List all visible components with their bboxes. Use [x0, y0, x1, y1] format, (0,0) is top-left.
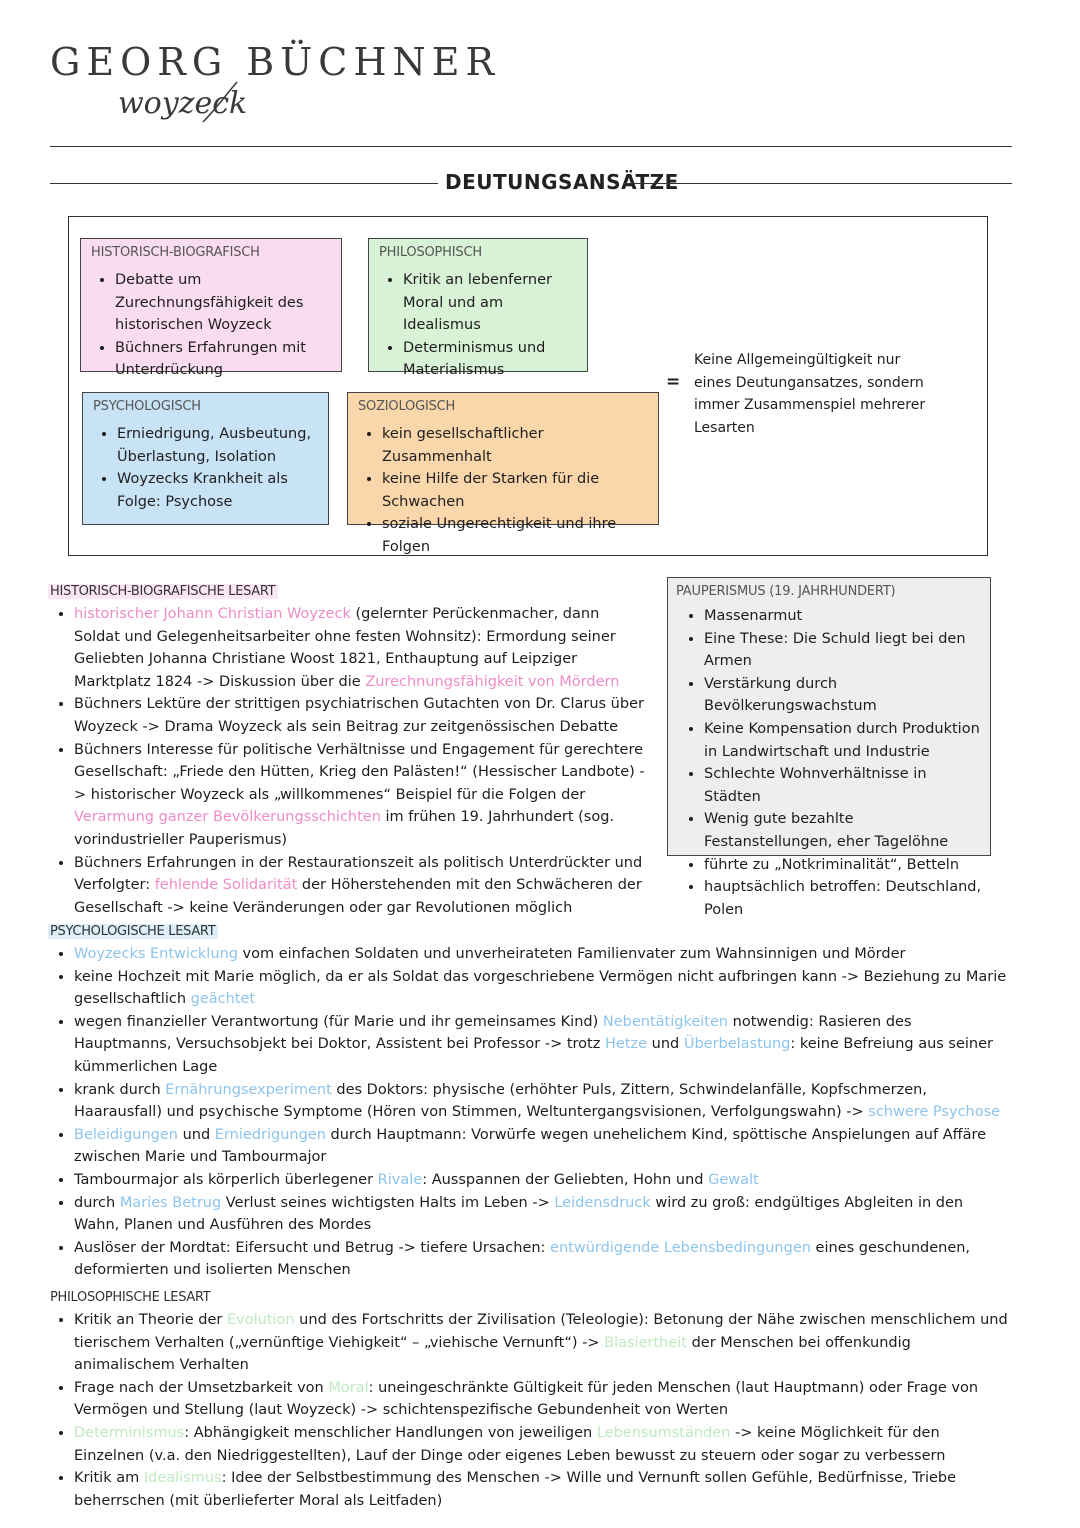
- highlight: Nebentätigkeiten: [602, 1013, 729, 1030]
- text: Kritik an Theorie der: [74, 1312, 227, 1328]
- text: wird zu groß: endgültiges Abgleiten in den Wahn, Planen und Ausführen des Mordes: [74, 1194, 964, 1234]
- box-label: PAUPERISMUS (19. JAHRHUNDERT): [676, 584, 896, 599]
- highlight: Moral: [328, 1379, 369, 1396]
- list-item: • Woyzecks Krankheit als Folge: Psychose: [117, 468, 320, 513]
- section-historisch: [48, 580, 648, 919]
- text: : Ausspannen der Geliebten, Hohn und: [422, 1171, 709, 1188]
- highlight: Maries Betrug: [119, 1194, 222, 1211]
- list-item: [74, 1377, 1010, 1422]
- list-item: [74, 739, 648, 852]
- list-item: [74, 1169, 1010, 1192]
- text: Büchners Interesse für politische Verhältnisse und Engagement für gerechtere Gesellschaft: „Friede den Hütten, Krieg den Palästen!“ (Hessischer Landbote) -> historischer Woyzeck als „willkommenes“ Beispiel für die Folgen der: [74, 741, 645, 803]
- heading-line-right: [624, 183, 1012, 184]
- list-item: • Eine These: Die Schuld liegt bei den Armen: [704, 628, 982, 673]
- text: der Menschen bei offenkundig animalischem Verhalten: [74, 1334, 911, 1374]
- highlight: historischer Johann Christian Woyzeck: [74, 606, 351, 622]
- highlight: schwere Psychose: [868, 1104, 1001, 1121]
- highlight: Verarmung ganzer Bevölkerungsschichten: [74, 809, 381, 826]
- text: vom einfachen Soldaten und unverheirateten Familienvater zum Wahnsinnigen und Mörder: [237, 946, 906, 962]
- list-item: • Debatte um Zurechnungsfähigkeit des historischen Woyzeck: [115, 269, 333, 337]
- highlight: Ernährungsexperiment: [165, 1081, 332, 1098]
- list-item: [74, 603, 648, 693]
- list-item: [74, 1192, 1010, 1237]
- text: des Doktors: physische (erhöhter Puls, Zittern, Schwindelanfälle, Kopfschmerzen, Haarausfall) und psychische Symptome (Hören von Stimmen, Weltuntergangsvisionen, Verfolgungswahn) ->: [74, 1081, 927, 1121]
- highlight: fehlende Solidarität: [154, 877, 298, 894]
- equals-sign: =: [666, 372, 681, 392]
- list-item: • hauptsächlich betroffen: Deutschland, Polen: [704, 876, 982, 921]
- list-item: [74, 1422, 1010, 1467]
- highlight: Rivale: [377, 1171, 423, 1188]
- list-item: • soziale Ungerechtigkeit und ihre Folgen: [382, 513, 650, 558]
- list-item: • Wenig gute bezahlte Festanstellungen, eher Tagelöhne: [704, 808, 982, 853]
- list-item: [74, 1237, 1010, 1282]
- box-philosophisch: [368, 238, 588, 378]
- highlight: Woyzecks Entwicklung: [74, 946, 238, 962]
- text: im frühen 19. Jahrhundert (sog. vorindustrieller Pauperismus): [74, 809, 615, 848]
- section-philosophisch: [48, 1286, 1010, 1512]
- section-label: PSYCHOLOGISCHE LESART: [48, 924, 218, 939]
- list-item: [74, 943, 1010, 966]
- list-item: [74, 1467, 1010, 1512]
- highlight: Evolution: [226, 1312, 295, 1328]
- list-item: • Schlechte Wohnverhältnisse in Städten: [704, 763, 982, 808]
- text: notwendig: Rasieren des Hauptmanns, Versuchsobjekt bei Doktor, Assistent bei Professor -> trotz: [74, 1013, 912, 1053]
- highlight: Blasiertheit: [604, 1334, 687, 1351]
- list-item: • Erniedrigung, Ausbeutung, Überlastung, Isolation: [117, 423, 320, 468]
- text: durch: [74, 1194, 120, 1211]
- text: Verlust seines wichtigsten Halts im Leben ->: [221, 1194, 555, 1211]
- box-pauperismus: [667, 577, 991, 918]
- list-item: • kein gesellschaftlicher Zusammenhalt: [382, 423, 650, 468]
- box-label: PHILOSOPHISCH: [379, 245, 482, 260]
- text: der Höherstehenden mit den Schwächeren der Gesellschaft -> keine Veränderungen oder gar Revolutionen möglich: [74, 877, 642, 916]
- list-item: • Verstärkung durch Bevölkerungswachstum: [704, 673, 982, 718]
- list-item: [74, 1124, 1010, 1169]
- highlight: Determinismus: [74, 1424, 185, 1441]
- page-title: GEORG BÜCHNER: [50, 40, 501, 84]
- text: (gelernter Perückenmacher, dann Soldat und Gelegenheitsarbeiter ohne festen Wohnsitz): Ermordung seiner Geliebten Johanna Christiane Woost 1821, Enthauptung auf Leipziger Marktplatz 1824 -> Diskussion über die: [74, 606, 616, 690]
- text: durch Hauptmann: Vorwürfe wegen unehelichem Kind, spöttische Anspielungen auf Affäre zwischen Marie und Tambourmajor: [74, 1126, 987, 1166]
- section-label: PHILOSOPHISCHE LESART: [50, 1290, 211, 1305]
- list-item: • Massenarmut: [704, 605, 982, 628]
- list-item: • Kritik an lebenferner Moral und am Idealismus: [403, 269, 579, 337]
- highlight: entwürdigende Lebensbedingungen: [550, 1239, 811, 1256]
- list-item: • Büchners Erfahrungen mit Unterdrückung: [115, 337, 333, 382]
- box-label: HISTORISCH-BIOGRAFISCH: [91, 245, 260, 260]
- highlight: geächtet: [190, 991, 256, 1008]
- highlight: Idealismus: [143, 1470, 222, 1487]
- header-divider: [50, 146, 1012, 147]
- summary-note: Keine Allgemeingültigkeit nur eines Deutungansatzes, sondern immer Zusammenspiel mehrerer Lesarten: [694, 352, 926, 436]
- text: Kritik am: [74, 1470, 144, 1487]
- text: und: [177, 1126, 215, 1143]
- section-heading: DEUTUNGSANSÄTZE: [445, 170, 679, 194]
- highlight: Erniedrigungen: [214, 1126, 326, 1143]
- list-item: • keine Hilfe der Starken für die Schwachen: [382, 468, 650, 513]
- box-psychologisch: [82, 392, 329, 525]
- highlight: Zurechnungsfähigkeit von Mördern: [365, 673, 620, 690]
- list-item: [74, 1309, 1010, 1377]
- highlight: Beleidigungen: [74, 1126, 178, 1143]
- list-item: [74, 1011, 1010, 1079]
- list-item: • Keine Kompensation durch Produktion in Landwirtschaft und Industrie: [704, 718, 982, 763]
- box-label: PSYCHOLOGISCH: [93, 399, 201, 414]
- list-item: • führte zu „Notkriminalität“, Betteln: [704, 854, 982, 877]
- text: : Idee der Selbstbestimmung des Menschen -> Wille und Vernunft sollen Gefühle, Bedürfnisse, Triebe beherrschen (mit überlieferter Moral als Leitfaden): [74, 1470, 957, 1509]
- text: und: [647, 1036, 684, 1053]
- deutungsansaetze-heading: [50, 170, 1012, 200]
- box-label: SOZIOLOGISCH: [358, 399, 456, 414]
- highlight: Gewalt: [708, 1171, 759, 1188]
- highlight: Leidensdruck: [554, 1194, 651, 1211]
- text: Frage nach der Umsetzbarkeit von: [74, 1379, 329, 1396]
- section-psychologisch: [48, 920, 1010, 1282]
- highlight: Hetze: [604, 1036, 648, 1053]
- text: wegen finanzieller Verantwortung (für Marie und ihr gemeinsames Kind): [74, 1013, 603, 1030]
- list-item: [74, 1079, 1010, 1124]
- text: keine Hochzeit mit Marie möglich, da er als Soldat das vorgeschriebene Vermögen nicht aufbringen kann -> Beziehung zu Marie gesellschaftlich: [74, 968, 1007, 1008]
- text: : Abhängigkeit menschlicher Handlungen von jeweiligen: [184, 1424, 597, 1441]
- text: und des Fortschritts der Zivilisation (Teleologie): Betonung der Nähe zwischen menschlichem und tierischem Verhalten („vernünftige Viehigkeit“ – „viehische Vernunft“) ->: [74, 1312, 1008, 1351]
- text: Auslöser der Mordtat: Eifersucht und Betrug -> tiefere Ursachen:: [74, 1239, 551, 1256]
- subtitle-flourish-icon: [175, 76, 245, 126]
- text: Tambourmajor als körperlich überlegener: [74, 1171, 378, 1188]
- section-label: HISTORISCH-BIOGRAFISCHE LESART: [48, 584, 278, 599]
- list-item: [74, 966, 1010, 1011]
- text: -> keine Möglichkeit für den Einzelnen (v.a. den Niedriggestellten), Lauf der Dinge oder eigenes Leben bewusst zu steuern oder sogar zu verbessern: [74, 1424, 946, 1464]
- text: : keine Befreiung aus seiner kümmerlichen Lage: [74, 1036, 994, 1075]
- heading-line-left: [50, 183, 438, 184]
- highlight: Überbelastung: [683, 1036, 791, 1053]
- highlight: Lebensumständen: [596, 1424, 731, 1441]
- list-item: [74, 852, 648, 920]
- list-item: • Büchners Lektüre der strittigen psychiatrischen Gutachten von Dr. Clarus über Woyzeck -> Drama Woyzeck als sein Beitrag zur zeitgenössischen Debatte: [74, 693, 648, 738]
- text: krank durch: [74, 1081, 166, 1098]
- box-soziologisch: [347, 392, 659, 555]
- list-item: • Determinismus und Materialismus: [403, 337, 579, 382]
- page-subtitle: woyzeck: [118, 86, 248, 121]
- box-historisch: [80, 238, 342, 378]
- text: Büchners Erfahrungen in der Restaurationszeit als politisch Unterdrückter und Verfolgter:: [74, 854, 643, 894]
- text: eines geschundenen, deformierten und isolierten Menschen: [74, 1239, 971, 1279]
- text: : uneingeschränkte Gültigkeit für jeden Menschen (laut Hauptmann) oder Frage von Vermögen und Stellung (laut Woyzeck) -> schichtenspezifische Gebundenheit von Werten: [74, 1379, 979, 1419]
